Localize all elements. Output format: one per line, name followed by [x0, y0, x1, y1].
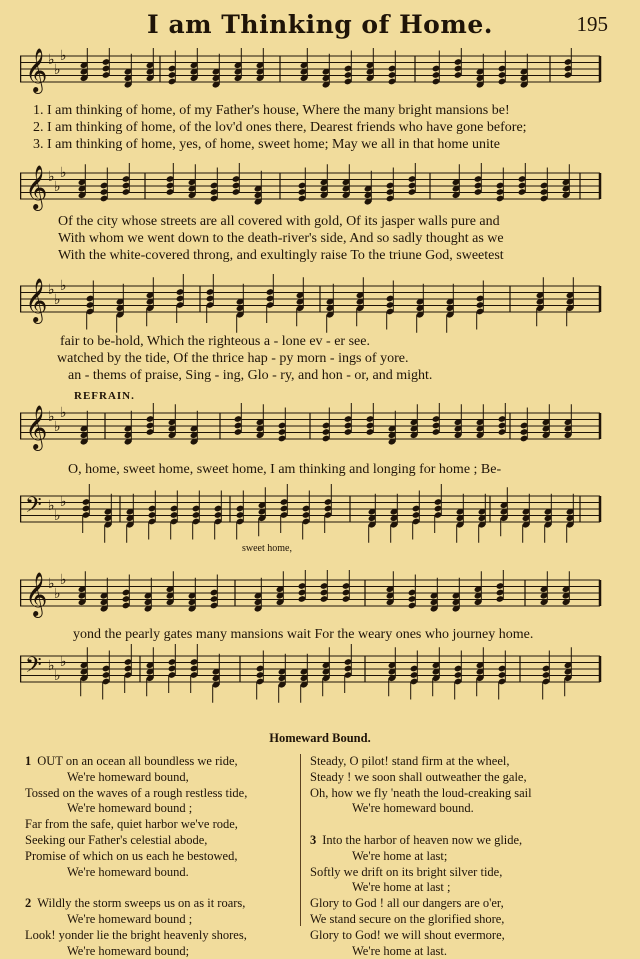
- treble-clef-icon: 𝄞: [25, 278, 48, 322]
- verse-line: [310, 754, 532, 770]
- flat-icon: ♭: [54, 292, 61, 308]
- flat-icon: ♭: [48, 409, 55, 425]
- verse-text: Steady ! we soon shall outweather the gale,: [310, 769, 527, 784]
- lyric-line: With whom we went down to the death-river's side, And so sadly thought as we: [58, 231, 504, 246]
- verse-line: [25, 880, 247, 896]
- verse-text: Steady, O pilot! stand firm at the wheel,: [310, 754, 510, 768]
- lyric-line: 2. I am thinking of home, of the lov'd ones there, Dearest friends who have gone before;: [33, 120, 527, 135]
- verse-line: [310, 944, 532, 959]
- hymn-title: I am Thinking of Home.: [147, 10, 493, 39]
- verse-line: [310, 770, 532, 786]
- flat-icon: ♭: [60, 48, 67, 64]
- verse-text: Into the harbor of heaven now we glide,: [322, 832, 523, 847]
- verse-line: [310, 833, 532, 849]
- music-staff-refrain-treble: [20, 403, 620, 453]
- verse-line: [310, 928, 532, 944]
- flat-icon: ♭: [54, 586, 61, 602]
- verse-line: [25, 896, 247, 912]
- treble-clef-icon: 𝄞: [25, 405, 48, 449]
- music-staff-refrain-bass: [20, 480, 620, 544]
- verse-text: We're homeward bound,: [67, 769, 189, 784]
- verse-text: We're homeward bound ;: [67, 911, 193, 926]
- lyric-line: 3. I am thinking of home, yes, of home, sweet home; May we all in that home unite: [33, 137, 500, 152]
- lyric-line: Of the city whose streets are all covered with gold, Of its jasper walls pure and: [58, 214, 500, 229]
- lyric-line: fair to be-hold, Which the righteous a - lone ev - er see.: [60, 334, 370, 349]
- verse-line: [25, 865, 247, 881]
- flat-icon: ♭: [60, 165, 67, 181]
- verse-text: Look! yonder lie the bright heavenly shores,: [25, 927, 247, 942]
- flat-icon: ♭: [60, 572, 67, 588]
- column-divider: [300, 754, 301, 926]
- verse-line: [25, 754, 247, 770]
- flat-icon: ♭: [54, 419, 61, 435]
- verse-line: [25, 801, 247, 817]
- lyric-line: an - thems of praise, Sing - ing, Glo - ry, and hon - or, and might.: [68, 368, 433, 383]
- bass-annotation: sweet home,: [242, 543, 292, 554]
- treble-clef-icon: 𝄞: [25, 48, 48, 92]
- verse-text: OUT on an ocean all boundless we ride,: [37, 754, 238, 768]
- verse-text: Tossed on the waves of a rough restless tide,: [25, 785, 248, 800]
- verse-text: Far from the safe, quiet harbor we've rode,: [25, 817, 238, 832]
- verse-line: [310, 865, 532, 881]
- verse-text: Promise of which on us each he bestowed,: [25, 848, 238, 863]
- flat-icon: ♭: [48, 169, 55, 185]
- music-staff-2: [20, 163, 620, 213]
- verse-text: Oh, how we fly 'neath the loud-creaking sail: [310, 785, 532, 800]
- verse-text: Wildly the storm sweeps us on as it roars,: [37, 896, 246, 911]
- verse-line: [25, 912, 247, 928]
- page-number: 195: [576, 12, 608, 36]
- lyric-line: watched by the tide, Of the thrice hap - py morn - ings of yore.: [57, 351, 409, 366]
- flat-icon: ♭: [48, 498, 55, 514]
- verse-text: We're home at last ;: [352, 880, 451, 895]
- hymn2-title: Homeward Bound.: [269, 731, 371, 745]
- verse-number: 2: [25, 896, 32, 911]
- bass-clef-icon: 𝄢: [25, 653, 42, 683]
- verse-line: [25, 944, 247, 959]
- lyric-line: yond the pearly gates many mansions wait For the weary ones who journey home.: [73, 627, 534, 642]
- flat-icon: ♭: [48, 282, 55, 298]
- lyric-line: 1. I am thinking of home, of my Father's house, Where the many bright mansions be!: [33, 103, 510, 118]
- verse-text: Glory to God! we will shout evermore,: [310, 927, 505, 942]
- flat-icon: ♭: [60, 278, 67, 294]
- verse-line: [310, 817, 532, 833]
- hymn2-right-column: [310, 754, 532, 959]
- flat-icon: ♭: [54, 62, 61, 78]
- verse-line: [310, 912, 532, 928]
- verse-text: We're homeward bound ;: [67, 801, 193, 816]
- verse-text: We stand secure on the glorified shore,: [310, 911, 505, 926]
- treble-clef-icon: 𝄞: [25, 572, 48, 616]
- refrain-label: REFRAIN.: [74, 390, 135, 402]
- flat-icon: ♭: [54, 508, 61, 524]
- verse-line: [310, 896, 532, 912]
- verse-line: [25, 770, 247, 786]
- music-staff-1: [20, 48, 620, 98]
- music-staff-final-treble: [20, 570, 620, 620]
- music-staff-3: [20, 274, 620, 336]
- flat-icon: ♭: [60, 405, 67, 421]
- flat-icon: ♭: [60, 654, 67, 670]
- flat-icon: ♭: [48, 576, 55, 592]
- flat-icon: ♭: [54, 179, 61, 195]
- verse-line: [25, 786, 247, 802]
- verse-text: Glory to God ! all our dangers are o'er,: [310, 896, 504, 911]
- verse-text: Softly we drift on its bright silver tide,: [310, 864, 503, 879]
- verse-text: We're home at last;: [352, 848, 448, 863]
- verse-text: We're homeward bound.: [352, 801, 474, 816]
- verse-text: We're homeward bound.: [67, 864, 189, 879]
- flat-icon: ♭: [48, 52, 55, 68]
- verse-line: [310, 849, 532, 865]
- verse-text: Seeking our Father's celestial abode,: [25, 832, 208, 847]
- bass-clef-icon: 𝄢: [25, 493, 42, 523]
- verse-line: [310, 801, 532, 817]
- verse-number: 1: [25, 754, 32, 768]
- flat-icon: ♭: [48, 658, 55, 674]
- flat-icon: ♭: [54, 668, 61, 684]
- verse-line: [25, 817, 247, 833]
- verse-line: [310, 786, 532, 802]
- verse-number: 3: [310, 832, 317, 847]
- lyric-line: With the white-covered throng, and exultingly raise To the triune God, sweetest: [58, 248, 504, 263]
- hymn2-left-column: [25, 754, 247, 959]
- verse-line: [25, 849, 247, 865]
- lyric-line: O, home, sweet home, sweet home, I am thinking and longing for home ; Be-: [68, 462, 502, 477]
- verse-line: [310, 880, 532, 896]
- flat-icon: ♭: [60, 494, 67, 510]
- verse-line: [25, 928, 247, 944]
- treble-clef-icon: 𝄞: [25, 165, 48, 209]
- music-staff-final-bass: [20, 644, 620, 714]
- verse-text: We're home at last.: [352, 943, 447, 958]
- verse-text: We're homeward bound;: [67, 943, 190, 958]
- verse-line: [25, 833, 247, 849]
